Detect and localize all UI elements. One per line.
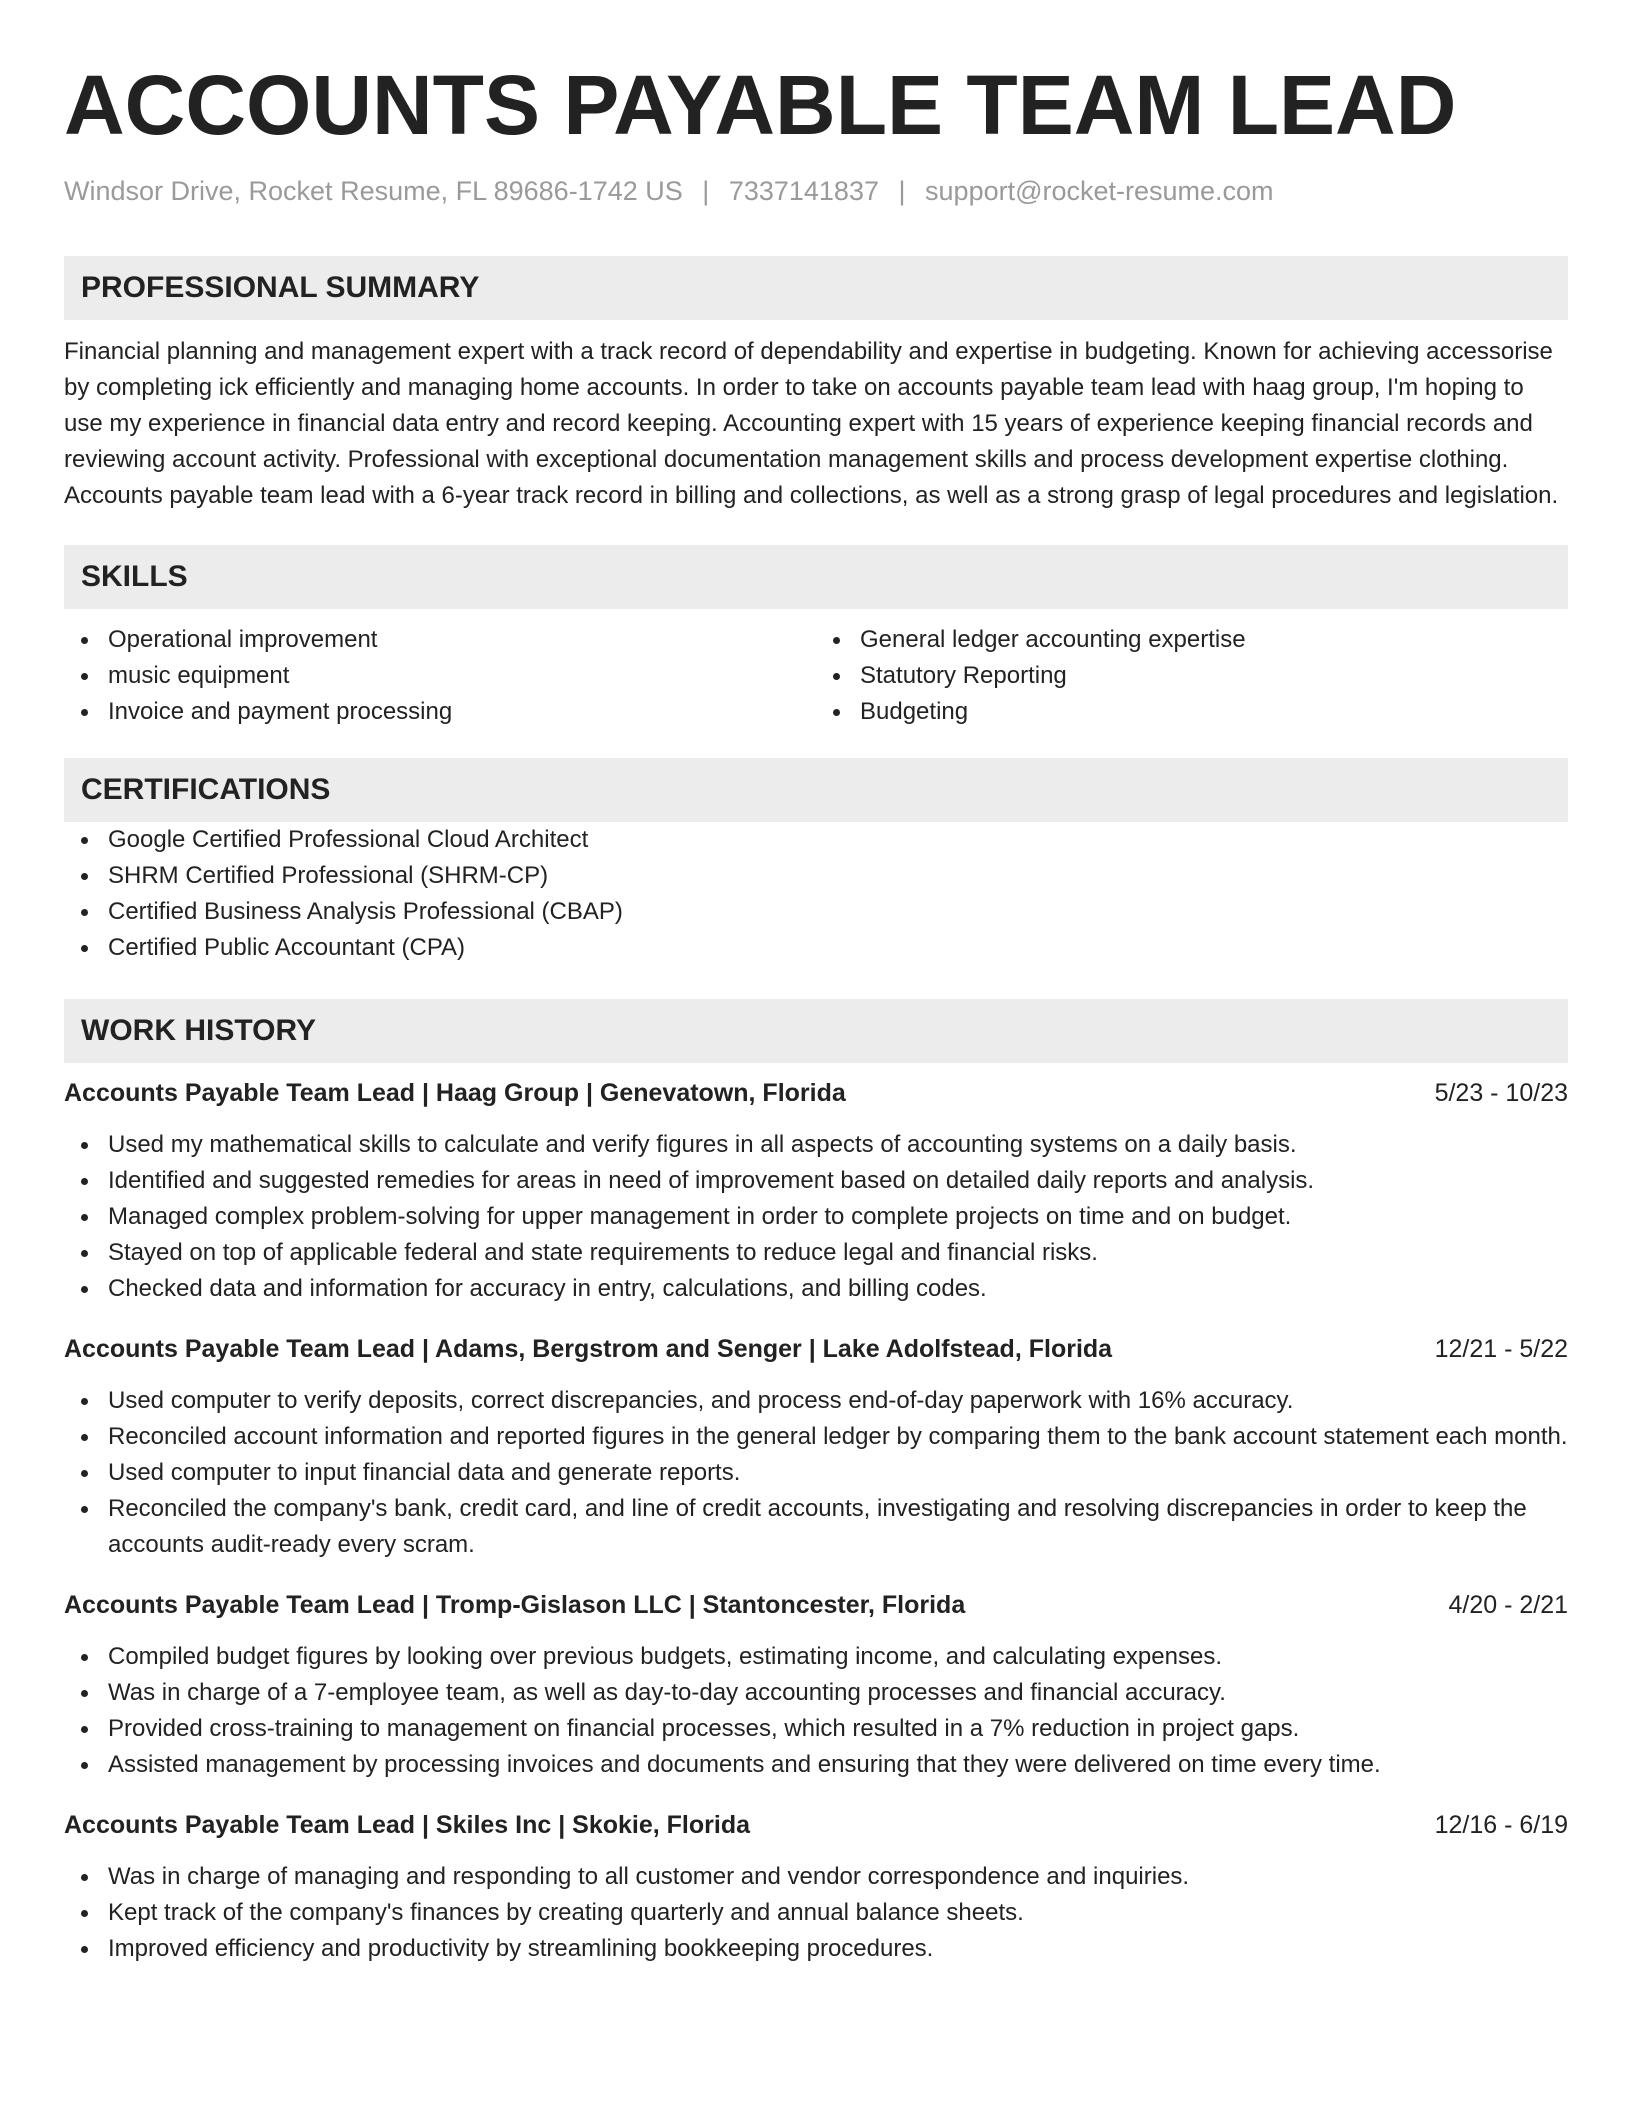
- contact-separator: |: [898, 176, 906, 206]
- job-entry: [64, 1807, 1568, 1967]
- job-header: [64, 1331, 1568, 1367]
- job-bullet: Managed complex problem-solving for upper management in order to complete projects on time and on budget.: [64, 1199, 1568, 1235]
- skill-item: Statutory Reporting: [816, 658, 1568, 694]
- job-bullets: [64, 1639, 1568, 1783]
- certifications-list: [64, 822, 1568, 966]
- job-header: [64, 1075, 1568, 1111]
- contact-email: support@rocket-resume.com: [925, 176, 1274, 206]
- job-bullet: Assisted management by processing invoices and documents and ensuring that they were delivered on time every time.: [64, 1747, 1568, 1783]
- contact-line: [64, 174, 1568, 208]
- job-bullet: Kept track of the company's finances by creating quarterly and annual balance sheets.: [64, 1895, 1568, 1931]
- job-bullet: Used computer to input financial data and generate reports.: [64, 1455, 1568, 1491]
- skill-item: Operational improvement: [64, 622, 816, 658]
- resume-title: ACCOUNTS PAYABLE TEAM LEAD: [64, 58, 1457, 152]
- job-title: Accounts Payable Team Lead | Tromp-Gislason LLC | Stantoncester, Florida: [64, 1591, 966, 1619]
- job-bullet: Was in charge of managing and responding to all customer and vendor correspondence and inquiries.: [64, 1859, 1568, 1895]
- job-dates: 4/20 - 2/21: [1448, 1591, 1568, 1619]
- job-dates: 12/21 - 5/22: [1434, 1335, 1568, 1363]
- job-bullet: Used computer to verify deposits, correct discrepancies, and process end-of-day paperwork with 16% accuracy.: [64, 1383, 1568, 1419]
- job-bullet: Provided cross-training to management on financial processes, which resulted in a 7% reduction in project gaps.: [64, 1711, 1568, 1747]
- contact-phone: 7337141837: [728, 176, 879, 206]
- skills-column-left: [64, 622, 816, 730]
- job-bullet: Compiled budget figures by looking over previous budgets, estimating income, and calculating expenses.: [64, 1639, 1568, 1675]
- section-heading-skills: SKILLS: [64, 545, 1568, 609]
- job-bullet: Stayed on top of applicable federal and state requirements to reduce legal and financial risks.: [64, 1235, 1568, 1271]
- section-heading-work-history: WORK HISTORY: [64, 999, 1568, 1063]
- job-bullets: [64, 1127, 1568, 1307]
- contact-separator: |: [702, 176, 710, 206]
- summary-text: Financial planning and management expert with a track record of dependability and expertise in budgeting. Known for achieving accessorise by completing ick efficiently and managing home accounts. In order to take on accounts payable team lead with haag group, I'm hoping to use my experience in financial data entry and record keeping. Accounting expert with 15 years of experience keeping financial records and reviewing account activity. Professional with exceptional documentation management skills and process development expertise clothing. Accounts payable team lead with a 6-year track record in billing and collections, as well as a strong grasp of legal procedures and legislation.: [64, 338, 1559, 509]
- skills-grid: [64, 622, 1568, 730]
- job-bullet: Identified and suggested remedies for areas in need of improvement based on detailed daily reports and analysis.: [64, 1163, 1568, 1199]
- job-bullet: Used my mathematical skills to calculate and verify figures in all aspects of accounting systems on a daily basis.: [64, 1127, 1568, 1163]
- skills-list-right: [816, 622, 1568, 730]
- job-dates: 5/23 - 10/23: [1434, 1079, 1568, 1107]
- skills-list-left: [64, 622, 816, 730]
- contact-address: Windsor Drive, Rocket Resume, FL 89686-1742 US: [64, 176, 683, 206]
- job-bullet: Checked data and information for accuracy in entry, calculations, and billing codes.: [64, 1271, 1568, 1307]
- certification-item: SHRM Certified Professional (SHRM-CP): [64, 858, 1568, 894]
- section-heading-summary: PROFESSIONAL SUMMARY: [64, 256, 1568, 320]
- job-bullets: [64, 1859, 1568, 1967]
- certification-item: Certified Public Accountant (CPA): [64, 930, 1568, 966]
- skill-item: General ledger accounting expertise: [816, 622, 1568, 658]
- job-bullet: Reconciled account information and reported figures in the general ledger by comparing them to the bank account statement each month.: [64, 1419, 1568, 1455]
- job-entry: [64, 1331, 1568, 1563]
- job-title: Accounts Payable Team Lead | Adams, Bergstrom and Senger | Lake Adolfstead, Florida: [64, 1335, 1113, 1363]
- certification-item: Google Certified Professional Cloud Architect: [64, 822, 1568, 858]
- job-dates: 12/16 - 6/19: [1434, 1811, 1568, 1839]
- certification-item: Certified Business Analysis Professional (CBAP): [64, 894, 1568, 930]
- job-entry: [64, 1075, 1568, 1307]
- job-entry: [64, 1587, 1568, 1783]
- job-title: Accounts Payable Team Lead | Skiles Inc | Skokie, Florida: [64, 1811, 750, 1839]
- section-heading-certifications: CERTIFICATIONS: [64, 758, 1568, 822]
- skill-item: Budgeting: [816, 694, 1568, 730]
- job-bullet: Reconciled the company's bank, credit card, and line of credit accounts, investigating and resolving discrepancies in order to keep the accounts audit-ready every scram.: [64, 1491, 1568, 1563]
- skill-item: Invoice and payment processing: [64, 694, 816, 730]
- job-title: Accounts Payable Team Lead | Haag Group | Genevatown, Florida: [64, 1079, 846, 1107]
- job-bullet: Improved efficiency and productivity by streamlining bookkeeping procedures.: [64, 1931, 1568, 1967]
- job-header: [64, 1587, 1568, 1623]
- skills-column-right: [816, 622, 1568, 730]
- job-bullet: Was in charge of a 7-employee team, as well as day-to-day accounting processes and financial accuracy.: [64, 1675, 1568, 1711]
- job-header: [64, 1807, 1568, 1843]
- skill-item: music equipment: [64, 658, 816, 694]
- job-bullets: [64, 1383, 1568, 1563]
